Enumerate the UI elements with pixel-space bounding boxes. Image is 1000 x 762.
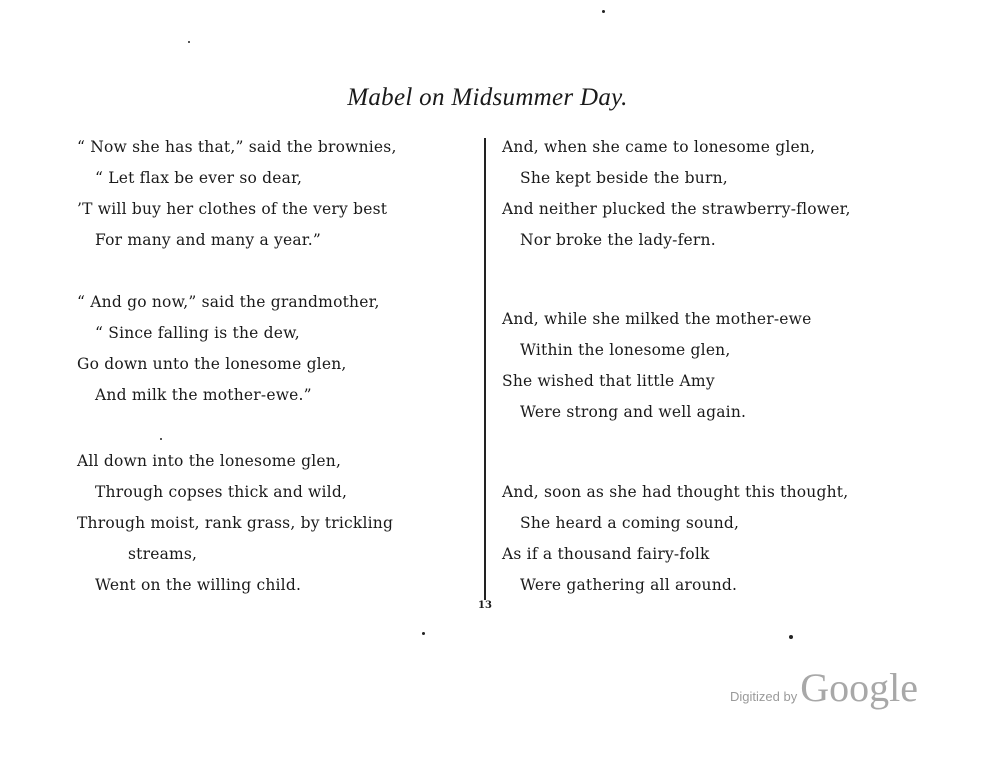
verse-line: She wished that little Amy — [502, 372, 715, 390]
verse-line: “ Let flax be ever so dear, — [95, 169, 303, 187]
scan-speck — [188, 41, 190, 43]
verse-line: And, when she came to lonesome glen, — [502, 138, 816, 156]
verse-line: She heard a coming sound, — [520, 514, 740, 532]
verse-line: And neither plucked the strawberry-flower, — [502, 200, 851, 218]
verse-line: Within the lonesome glen, — [520, 341, 731, 359]
stanza — [77, 446, 393, 601]
verse-line: “ And go now,” said the grandmother, — [77, 293, 380, 311]
verse-line: Nor broke the lady-fern. — [520, 231, 716, 249]
page-number: 13 — [478, 600, 492, 611]
scan-speck — [789, 635, 793, 639]
verse-line: Went on the willing child. — [95, 576, 302, 594]
verse-line: And milk the mother-ewe.” — [95, 386, 312, 404]
stanza — [77, 287, 380, 411]
verse-line: “ Now she has that,” said the brownies, — [77, 138, 397, 156]
poem-title: Mabel on Midsummer Day. — [347, 84, 628, 111]
verse-line: And, soon as she had thought this thought, — [502, 483, 849, 501]
stanza — [502, 132, 851, 256]
scan-speck — [602, 10, 605, 13]
digitized-by-google-watermark — [730, 664, 918, 711]
scan-speck — [422, 632, 425, 635]
verse-line: Through moist, rank grass, by trickling — [77, 514, 394, 532]
verse-line: Were strong and well again. — [520, 403, 747, 421]
watermark-prefix: Digitized by — [730, 689, 798, 704]
stanza — [502, 477, 848, 601]
column-divider — [484, 138, 486, 600]
verse-line: For many and many a year.” — [95, 231, 321, 249]
verse-line: Were gathering all around. — [520, 576, 738, 594]
verse-line: She kept beside the burn, — [520, 169, 728, 187]
verse-line: ’T will buy her clothes of the very best — [77, 200, 388, 218]
verse-line: Through copses thick and wild, — [95, 483, 348, 501]
scan-speck — [160, 438, 162, 440]
google-logo: Google — [800, 665, 918, 710]
verse-line: And, while she milked the mother-ewe — [502, 310, 812, 328]
verse-line: streams, — [128, 545, 198, 563]
verse-line: As if a thousand fairy-folk — [502, 545, 710, 563]
stanza — [502, 304, 811, 428]
verse-line: “ Since falling is the dew, — [95, 324, 300, 342]
verse-line: All down into the lonesome glen, — [77, 452, 342, 470]
stanza — [77, 132, 397, 256]
verse-line: Go down unto the lonesome glen, — [77, 355, 347, 373]
